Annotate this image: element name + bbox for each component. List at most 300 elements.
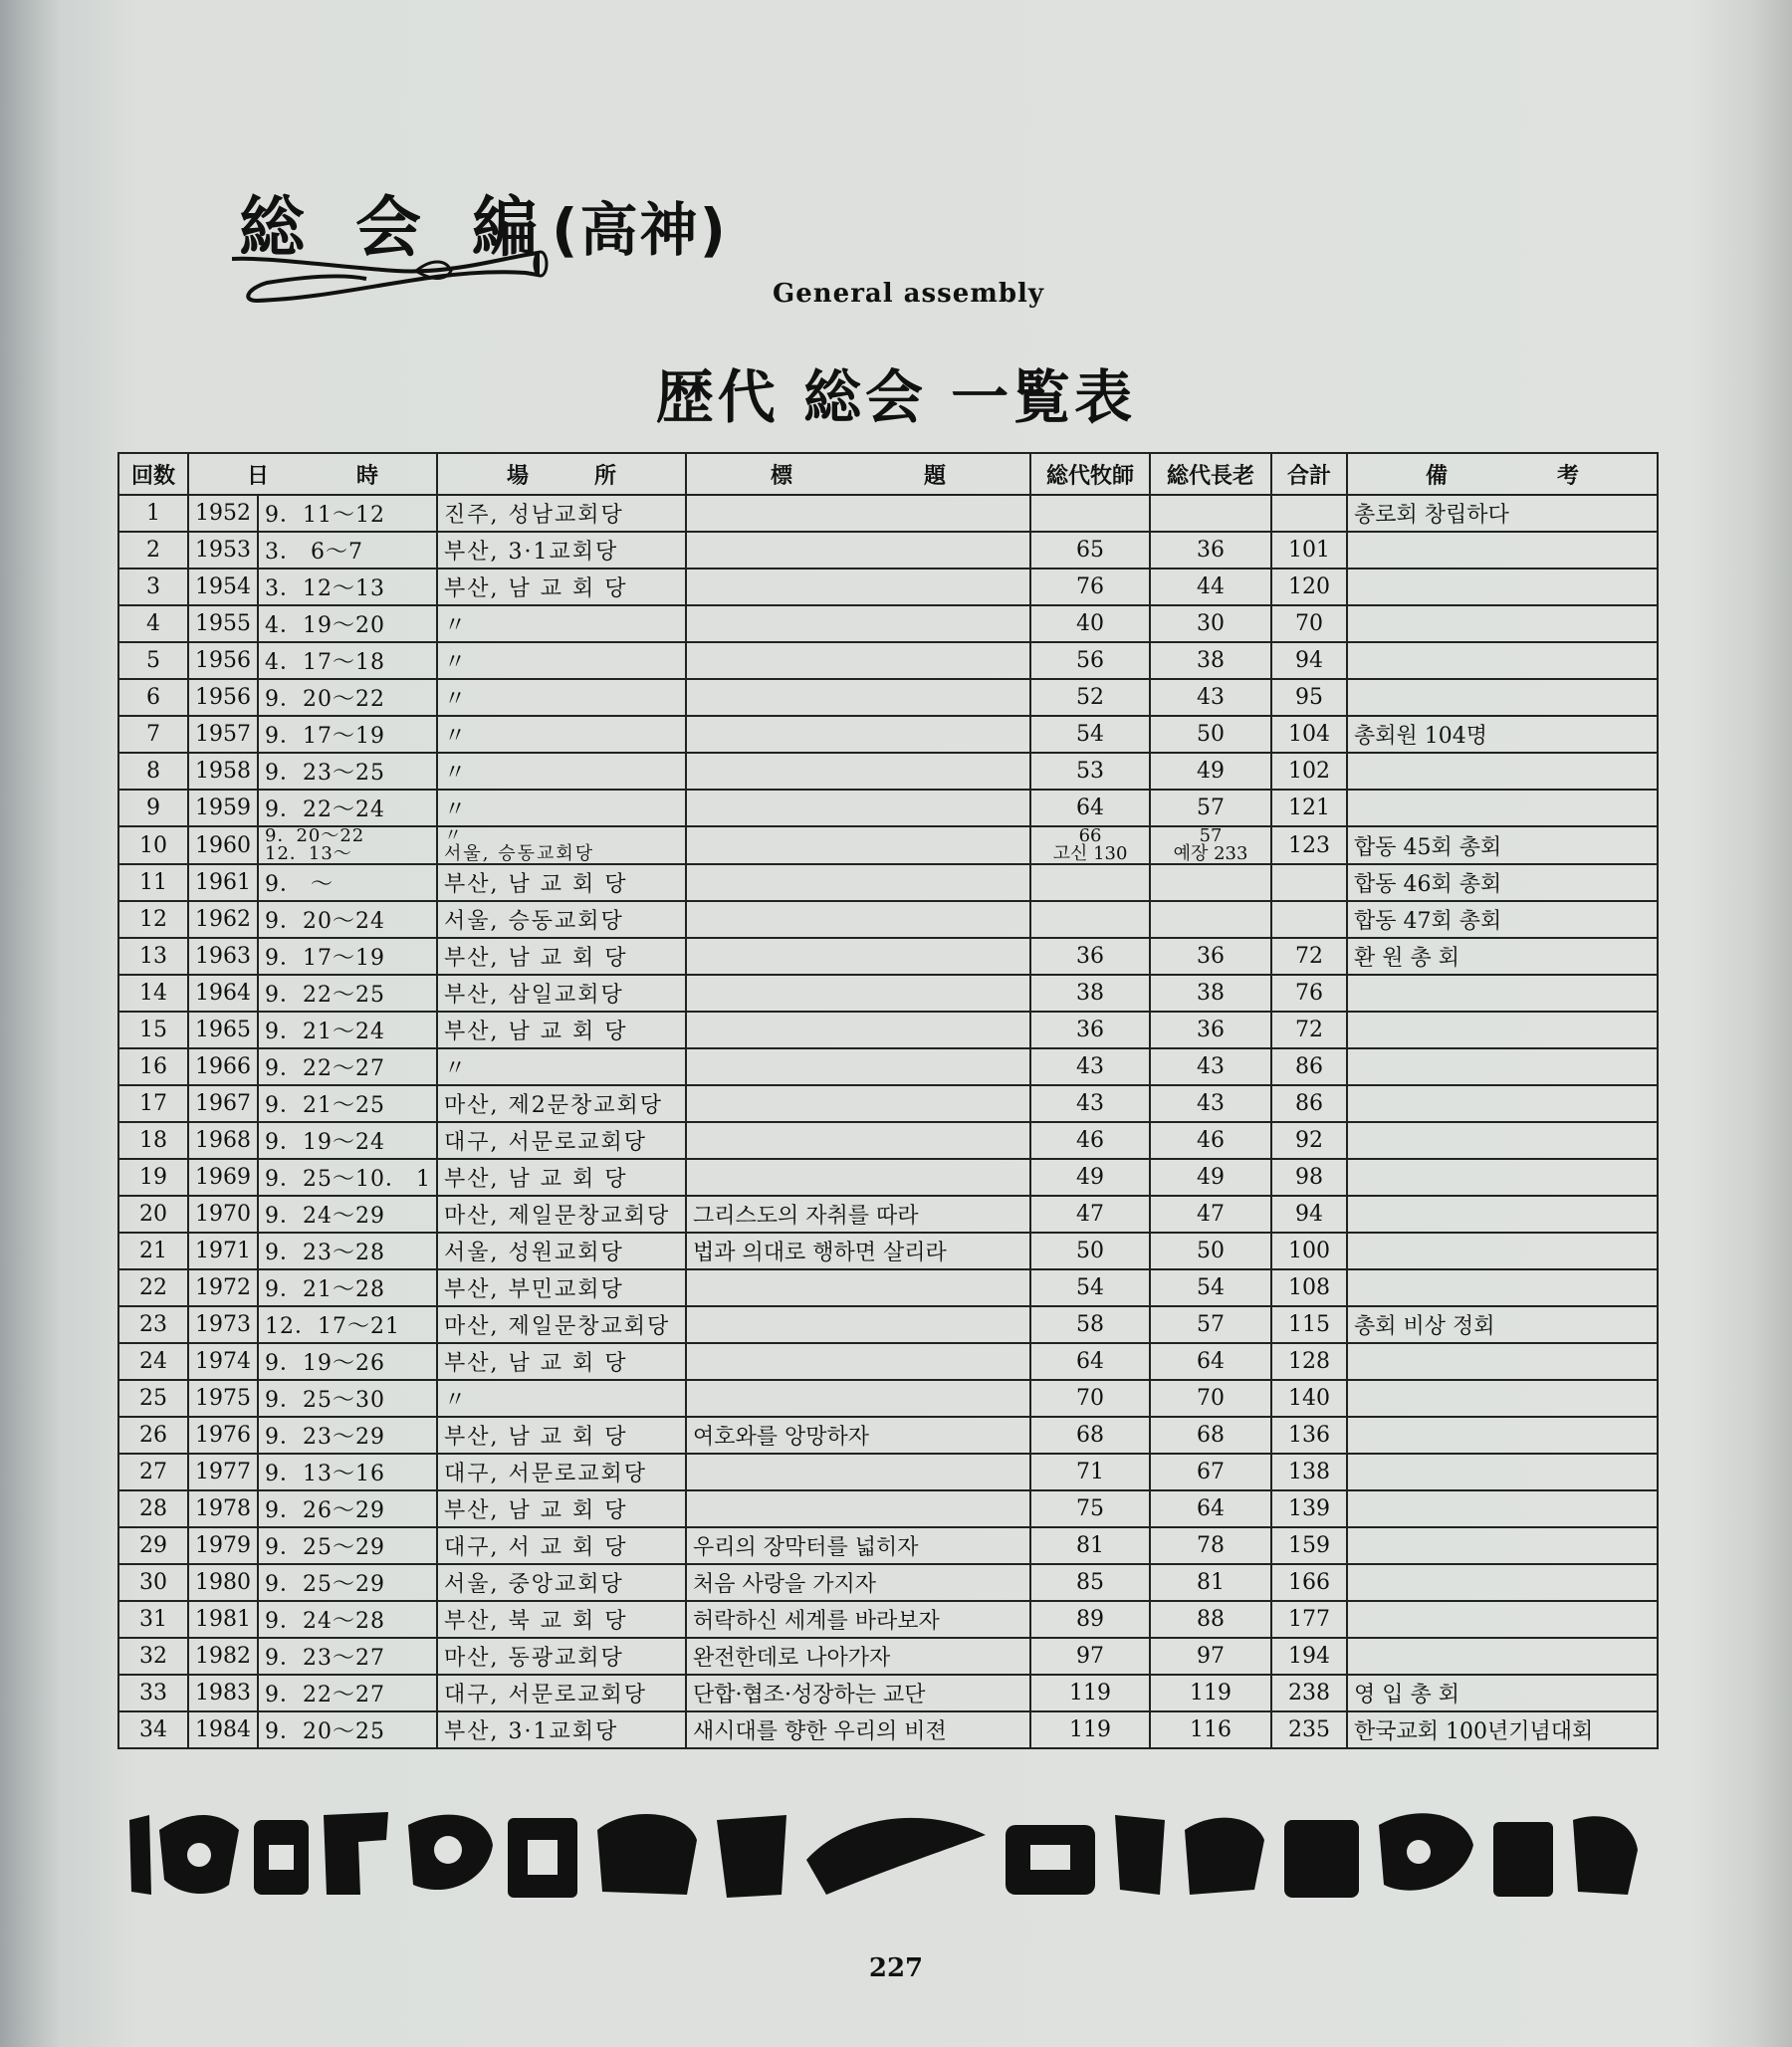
cell-year: 1961: [188, 864, 258, 901]
cell-number: 19: [118, 1159, 188, 1196]
cell-date: 3．12～13: [258, 569, 437, 605]
cell-place: 부산, 남 교 회 당: [437, 1490, 686, 1527]
cell-year: 1974: [188, 1343, 258, 1380]
cell-number: 24: [118, 1343, 188, 1380]
cell-place: 마산, 제2문창교회당: [437, 1085, 686, 1122]
cell-total: 86: [1271, 1085, 1347, 1122]
cell-elders: 30: [1150, 605, 1271, 642]
cell-total: 115: [1271, 1306, 1347, 1343]
table-row: [118, 864, 1658, 901]
cell-pastors: 68: [1030, 1417, 1150, 1454]
section-title-paren: (高神): [551, 196, 728, 264]
cell-pastors: 71: [1030, 1454, 1150, 1490]
cell-theme: 여호와를 앙망하자: [686, 1417, 1030, 1454]
cell-place: 〃: [437, 790, 686, 826]
cell-number: 22: [118, 1269, 188, 1306]
cell-date: 4．17～18: [258, 642, 437, 679]
cell-date: 9．20～25: [258, 1711, 437, 1748]
table-row: [118, 1159, 1658, 1196]
cell-year: 1965: [188, 1012, 258, 1048]
cell-note: [1347, 679, 1658, 716]
cell-pastors: 36: [1030, 938, 1150, 975]
cell-date: 9．19～26: [258, 1343, 437, 1380]
cell-place: 서울, 중앙교회당: [437, 1564, 686, 1601]
cell-place: 부산, 3·1교회당: [437, 532, 686, 569]
cell-year: 1971: [188, 1233, 258, 1269]
table-row: [118, 938, 1658, 975]
cell-date: 9．11～12: [258, 495, 437, 532]
table-row: [118, 1564, 1658, 1601]
cell-date: 9．25～29: [258, 1527, 437, 1564]
cell-place: 부산, 남 교 회 당: [437, 864, 686, 901]
cell-theme: [686, 1085, 1030, 1122]
cell-note: [1347, 569, 1658, 605]
cell-note: [1347, 1454, 1658, 1490]
cell-year: 1962: [188, 901, 258, 938]
table-row: [118, 1638, 1658, 1675]
cell-date: 9．26～29: [258, 1490, 437, 1527]
cell-note: [1347, 642, 1658, 679]
table-row: [118, 642, 1658, 679]
cell-year: 1972: [188, 1269, 258, 1306]
cell-theme: [686, 938, 1030, 975]
cell-year: 1976: [188, 1417, 258, 1454]
cell-pastors: 76: [1030, 569, 1150, 605]
assembly-history-table: [117, 452, 1659, 1749]
cell-place: 서울, 성원교회당: [437, 1233, 686, 1269]
cell-note: [1347, 1048, 1658, 1085]
cell-theme: 새시대를 향한 우리의 비젼: [686, 1711, 1030, 1748]
cell-note: 합동 45회 총회: [1347, 826, 1658, 864]
cell-note: [1347, 753, 1658, 790]
cell-date: 9．21～25: [258, 1085, 437, 1122]
cell-date: 9．23～27: [258, 1638, 437, 1675]
cell-pastors: 38: [1030, 975, 1150, 1012]
table-row: [118, 1601, 1658, 1638]
cell-pastors: 65: [1030, 532, 1150, 569]
cell-theme: [686, 1012, 1030, 1048]
table-row: [118, 790, 1658, 826]
cell-place: 부산, 남 교 회 당: [437, 938, 686, 975]
cell-theme: [686, 1269, 1030, 1306]
cell-year: 1964: [188, 975, 258, 1012]
cell-year: 1959: [188, 790, 258, 826]
cell-year: 1982: [188, 1638, 258, 1675]
cell-elders: 36: [1150, 532, 1271, 569]
table-row: [118, 569, 1658, 605]
cell-date: 9．17～19: [258, 716, 437, 753]
cell-theme: [686, 1306, 1030, 1343]
cell-pastors: 119: [1030, 1675, 1150, 1711]
cell-theme: 그리스도의 자취를 따라: [686, 1196, 1030, 1233]
cell-pastors: [1030, 901, 1150, 938]
cell-theme: [686, 790, 1030, 826]
cell-elders: 38: [1150, 642, 1271, 679]
cell-year: 1957: [188, 716, 258, 753]
table-row: [118, 1711, 1658, 1748]
cell-total: 108: [1271, 1269, 1347, 1306]
column-header-number: 回数: [118, 453, 188, 495]
cell-theme: [686, 864, 1030, 901]
cell-date: 9．23～25: [258, 753, 437, 790]
cell-elders: [1150, 495, 1271, 532]
cell-note: [1347, 1601, 1658, 1638]
cell-theme: [686, 569, 1030, 605]
cell-note: [1347, 1417, 1658, 1454]
cell-total: 177: [1271, 1601, 1347, 1638]
cell-number: 9: [118, 790, 188, 826]
cell-year: 1954: [188, 569, 258, 605]
cell-date: 9．24～28: [258, 1601, 437, 1638]
table-row: [118, 716, 1658, 753]
cell-pastors: 52: [1030, 679, 1150, 716]
cell-place: 마산, 제일문창교회당: [437, 1306, 686, 1343]
cell-pastors: 47: [1030, 1196, 1150, 1233]
cell-pastors: 56: [1030, 642, 1150, 679]
cell-note: [1347, 1085, 1658, 1122]
cell-year: 1963: [188, 938, 258, 975]
cell-theme: 우리의 장막터를 넓히자: [686, 1527, 1030, 1564]
cell-pastors-line1: 66: [1078, 826, 1102, 846]
cell-place: 〃: [437, 642, 686, 679]
cell-place: 〃: [437, 716, 686, 753]
cell-year: 1980: [188, 1564, 258, 1601]
cell-pastors: 58: [1030, 1306, 1150, 1343]
cell-place: 대구, 서문로교회당: [437, 1122, 686, 1159]
cell-theme: [686, 642, 1030, 679]
cell-elders: 68: [1150, 1417, 1271, 1454]
cell-elders: 78: [1150, 1527, 1271, 1564]
cell-elders-line2: 예장 233: [1173, 843, 1248, 864]
cell-pastors: 119: [1030, 1711, 1150, 1748]
cell-theme: 처음 사랑을 가지자: [686, 1564, 1030, 1601]
cell-note: 총회 비상 정회: [1347, 1306, 1658, 1343]
cell-year: 1966: [188, 1048, 258, 1085]
cell-total: [1271, 495, 1347, 532]
cell-theme: [686, 1122, 1030, 1159]
cell-date-line2: 12．13～: [265, 843, 352, 864]
cell-place: 부산, 3·1교회당: [437, 1711, 686, 1748]
table-row: [118, 1417, 1658, 1454]
cell-place: 〃: [437, 753, 686, 790]
cell-pastors: 40: [1030, 605, 1150, 642]
table-row: [118, 1196, 1658, 1233]
table-row: [118, 1085, 1658, 1122]
table-row: [118, 605, 1658, 642]
cell-number: 32: [118, 1638, 188, 1675]
cell-elders: [1150, 864, 1271, 901]
cell-date: 9．22～24: [258, 790, 437, 826]
cell-note: [1347, 1269, 1658, 1306]
cell-number: 27: [118, 1454, 188, 1490]
trumpet-icon: [227, 249, 556, 309]
cell-elders: 81: [1150, 1564, 1271, 1601]
cell-date: 3． 6～7: [258, 532, 437, 569]
cell-place: 부산, 북 교 회 당: [437, 1601, 686, 1638]
table-row: [118, 1233, 1658, 1269]
cell-date-line1: 9．20～22: [265, 826, 365, 846]
column-header-date: 日 時: [188, 453, 437, 495]
cell-total: 238: [1271, 1675, 1347, 1711]
table-row: [118, 1122, 1658, 1159]
cell-year: 1973: [188, 1306, 258, 1343]
table-row: [118, 753, 1658, 790]
cell-place: 대구, 서 교 회 당: [437, 1527, 686, 1564]
cell-total: 72: [1271, 938, 1347, 975]
cell-theme: [686, 495, 1030, 532]
cell-total: 235: [1271, 1711, 1347, 1748]
cell-pastors: 54: [1030, 716, 1150, 753]
cell-note: 한국교회 100년기념대회: [1347, 1711, 1658, 1748]
cell-number: 28: [118, 1490, 188, 1527]
cell-elders: 64: [1150, 1490, 1271, 1527]
cell-theme: [686, 1454, 1030, 1490]
cell-note: 합동 47회 총회: [1347, 901, 1658, 938]
cell-pastors: 54: [1030, 1269, 1150, 1306]
cell-total: 92: [1271, 1122, 1347, 1159]
cell-number: 20: [118, 1196, 188, 1233]
cell-year: 1975: [188, 1380, 258, 1417]
cell-elders-line1: 57: [1199, 826, 1223, 846]
cell-year: 1955: [188, 605, 258, 642]
cell-elders: [1150, 826, 1271, 864]
cell-note: [1347, 1343, 1658, 1380]
cell-theme: [686, 1048, 1030, 1085]
section-title-main: 総 会 編: [239, 189, 552, 266]
cell-note: [1347, 1490, 1658, 1527]
cell-place: 부산, 남 교 회 당: [437, 1012, 686, 1048]
cell-date: 9．24～29: [258, 1196, 437, 1233]
cell-note: [1347, 532, 1658, 569]
cell-theme: [686, 753, 1030, 790]
cell-elders: 50: [1150, 716, 1271, 753]
cell-number: 15: [118, 1012, 188, 1048]
cell-theme: [686, 1159, 1030, 1196]
cell-year: 1956: [188, 679, 258, 716]
cell-total: [1271, 864, 1347, 901]
column-header-theme: 標 題: [686, 453, 1030, 495]
cell-date: 9．19～24: [258, 1122, 437, 1159]
cell-theme: 완전한데로 나아가자: [686, 1638, 1030, 1675]
cell-elders: 43: [1150, 679, 1271, 716]
cell-year: 1958: [188, 753, 258, 790]
cell-total: 139: [1271, 1490, 1347, 1527]
cell-total: 100: [1271, 1233, 1347, 1269]
cell-place: 마산, 동광교회당: [437, 1638, 686, 1675]
cell-total: [1271, 901, 1347, 938]
cell-pastors: 85: [1030, 1564, 1150, 1601]
cell-total: 101: [1271, 532, 1347, 569]
decorative-text-banner: [129, 1800, 1643, 1910]
cell-date: 4．19～20: [258, 605, 437, 642]
cell-elders: 43: [1150, 1048, 1271, 1085]
cell-theme: [686, 605, 1030, 642]
cell-place: 대구, 서문로교회당: [437, 1675, 686, 1711]
table-row: [118, 495, 1658, 532]
cell-place: 부산, 삼일교회당: [437, 975, 686, 1012]
cell-pastors: 49: [1030, 1159, 1150, 1196]
cell-elders: 36: [1150, 1012, 1271, 1048]
cell-total: 120: [1271, 569, 1347, 605]
table-row: [118, 679, 1658, 716]
cell-pastors: [1030, 864, 1150, 901]
cell-date: 12．17～21: [258, 1306, 437, 1343]
cell-year: 1983: [188, 1675, 258, 1711]
cell-elders: 70: [1150, 1380, 1271, 1417]
cell-elders: [1150, 901, 1271, 938]
cell-year: 1981: [188, 1601, 258, 1638]
cell-theme: [686, 975, 1030, 1012]
cell-number: 6: [118, 679, 188, 716]
cell-total: 104: [1271, 716, 1347, 753]
cell-note: [1347, 1564, 1658, 1601]
cell-elders: 46: [1150, 1122, 1271, 1159]
cell-total: 138: [1271, 1454, 1347, 1490]
cell-theme: [686, 679, 1030, 716]
cell-date: [258, 826, 437, 864]
cell-place: 부산, 남 교 회 당: [437, 569, 686, 605]
table-row: [118, 1527, 1658, 1564]
cell-total: 76: [1271, 975, 1347, 1012]
cell-elders: 119: [1150, 1675, 1271, 1711]
cell-total: 128: [1271, 1343, 1347, 1380]
cell-number: 14: [118, 975, 188, 1012]
cell-year: 1952: [188, 495, 258, 532]
cell-number: 26: [118, 1417, 188, 1454]
cell-number: 13: [118, 938, 188, 975]
cell-year: 1970: [188, 1196, 258, 1233]
cell-number: 30: [118, 1564, 188, 1601]
cell-note: [1347, 1380, 1658, 1417]
cell-place: 〃: [437, 679, 686, 716]
column-header-note: 備 考: [1347, 453, 1658, 495]
cell-pastors: 46: [1030, 1122, 1150, 1159]
cell-number: 11: [118, 864, 188, 901]
table-header-row: [118, 453, 1658, 495]
cell-note: [1347, 605, 1658, 642]
cell-elders: 49: [1150, 753, 1271, 790]
cell-pastors: 50: [1030, 1233, 1150, 1269]
cell-pastors: 43: [1030, 1085, 1150, 1122]
cell-elders: 64: [1150, 1343, 1271, 1380]
cell-elders: 44: [1150, 569, 1271, 605]
column-header-place: 場 所: [437, 453, 686, 495]
cell-note: [1347, 1159, 1658, 1196]
table-row: [118, 532, 1658, 569]
cell-note: [1347, 1233, 1658, 1269]
cell-theme: [686, 532, 1030, 569]
cell-date: 9．25～29: [258, 1564, 437, 1601]
cell-place: 〃: [437, 1380, 686, 1417]
cell-number: 33: [118, 1675, 188, 1711]
cell-date: 9．20～22: [258, 679, 437, 716]
cell-total: 94: [1271, 642, 1347, 679]
table-row: [118, 1490, 1658, 1527]
cell-date: 9．22～27: [258, 1048, 437, 1085]
table-row: [118, 975, 1658, 1012]
cell-year: 1956: [188, 642, 258, 679]
page-number: 227: [868, 1953, 924, 1983]
cell-elders: 97: [1150, 1638, 1271, 1675]
cell-date: 9．25～30: [258, 1380, 437, 1417]
cell-theme: 단합·협조·성장하는 교단: [686, 1675, 1030, 1711]
table-row: [118, 1306, 1658, 1343]
table-row: [118, 1380, 1658, 1417]
cell-elders: 57: [1150, 1306, 1271, 1343]
cell-pastors: 70: [1030, 1380, 1150, 1417]
table-row: [118, 826, 1658, 864]
cell-elders: 47: [1150, 1196, 1271, 1233]
cell-number: 25: [118, 1380, 188, 1417]
cell-number: 8: [118, 753, 188, 790]
table-row: [118, 1269, 1658, 1306]
table-row: [118, 1675, 1658, 1711]
cell-place: 진주, 성남교회당: [437, 495, 686, 532]
cell-date: 9．20～24: [258, 901, 437, 938]
cell-pastors: [1030, 495, 1150, 532]
cell-number: 10: [118, 826, 188, 864]
page-title: 歴代 総会 一覧表: [655, 363, 1137, 431]
english-subtitle: General assembly: [773, 279, 1045, 309]
cell-date: 9．22～25: [258, 975, 437, 1012]
cell-note: [1347, 1012, 1658, 1048]
cell-elders: 38: [1150, 975, 1271, 1012]
cell-theme: [686, 901, 1030, 938]
cell-pastors: 36: [1030, 1012, 1150, 1048]
table-row: [118, 1343, 1658, 1380]
cell-note: 합동 46회 총회: [1347, 864, 1658, 901]
cell-total: 166: [1271, 1564, 1347, 1601]
cell-place: 부산, 남 교 회 당: [437, 1417, 686, 1454]
cell-theme: [686, 826, 1030, 864]
cell-number: 17: [118, 1085, 188, 1122]
cell-note: 총회원 104명: [1347, 716, 1658, 753]
cell-pastors: 64: [1030, 790, 1150, 826]
cell-year: 1977: [188, 1454, 258, 1490]
cell-date: 9．13～16: [258, 1454, 437, 1490]
cell-number: 16: [118, 1048, 188, 1085]
cell-elders: 50: [1150, 1233, 1271, 1269]
cell-elders: 36: [1150, 938, 1271, 975]
cell-total: 136: [1271, 1417, 1347, 1454]
cell-note: [1347, 1196, 1658, 1233]
cell-elders: 116: [1150, 1711, 1271, 1748]
cell-number: 29: [118, 1527, 188, 1564]
cell-place: 〃: [437, 1048, 686, 1085]
column-header-pastors: 総代牧師: [1030, 453, 1150, 495]
cell-total: 102: [1271, 753, 1347, 790]
cell-year: 1969: [188, 1159, 258, 1196]
cell-place-line2: 서울, 승동교회당: [444, 843, 595, 864]
cell-year: 1979: [188, 1527, 258, 1564]
cell-total: 98: [1271, 1159, 1347, 1196]
cell-note: [1347, 1638, 1658, 1675]
cell-elders: 54: [1150, 1269, 1271, 1306]
cell-note: [1347, 1122, 1658, 1159]
cell-number: 7: [118, 716, 188, 753]
cell-number: 18: [118, 1122, 188, 1159]
table-row: [118, 1454, 1658, 1490]
cell-total: 121: [1271, 790, 1347, 826]
cell-number: 4: [118, 605, 188, 642]
cell-year: 1953: [188, 532, 258, 569]
cell-theme: [686, 1343, 1030, 1380]
cell-place: 부산, 남 교 회 당: [437, 1343, 686, 1380]
cell-year: 1968: [188, 1122, 258, 1159]
cell-place: 마산, 제일문창교회당: [437, 1196, 686, 1233]
cell-date: 9．22～27: [258, 1675, 437, 1711]
cell-date: 9．23～28: [258, 1233, 437, 1269]
